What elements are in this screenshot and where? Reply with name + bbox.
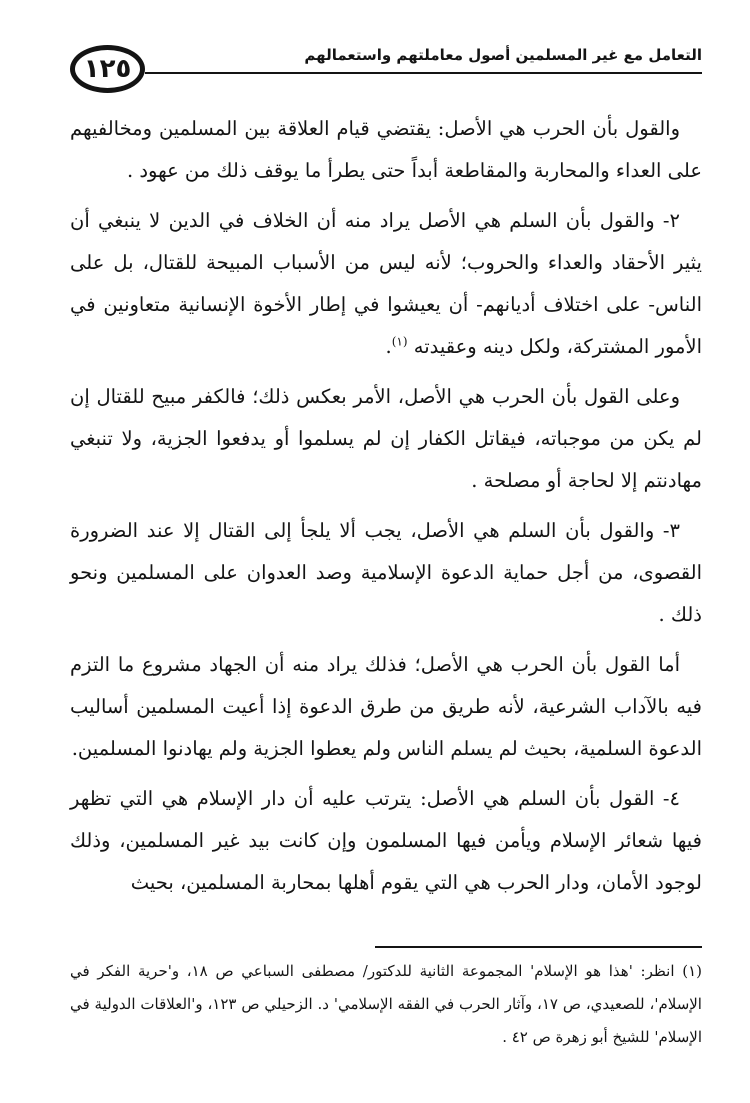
running-title: التعامل مع غير المسلمين أصول معاملتهم واستعمالهم [304,46,702,64]
body-text [70,108,702,912]
header-rule [145,72,702,74]
footnote-1: (١) انظر: 'هذا هو الإسلام' المجموعة الثانية للدكتور/ مصطفى السباعي ص ١٨، و'حرية الفكر في الإسلام'، للصعيدي، ص ١٧، وآثار الحرب في الفقه الإسلامي' د. الزحيلي ص ١٢٣، و'العلاقات الدولية في الإسلام' للشيخ أبو زهرة ص ٤٢ . [70,962,702,1046]
paragraph-2 [70,200,702,368]
paragraph-2-text: ٢- والقول بأن السلم هي الأصل يراد منه أن الخلاف في الدين لا ينبغي أن يثير الأحقاد والعداء والحروب؛ لأنه ليس من الأسباب المبيحة للقتال، بل على الناس- على اختلاف أديانهم- أن يعيشوا في إطار الأخوة الإنسانية متعاونين في الأمور المشتركة، ولكل دينه وعقيدته [70,209,702,358]
footnote-reference: (١) [391,334,408,349]
page-number: ١٢٥ [70,45,145,93]
paragraph-2-end: . [385,335,392,358]
paragraph-1: والقول بأن الحرب هي الأصل: يقتضي قيام العلاقة بين المسلمين ومخالفيهم على العداء والمحاربة والمقاطعة أبداً حتى يطرأ ما يوقف ذلك من عهود . [70,117,702,182]
paragraph-5: أما القول بأن الحرب هي الأصل؛ فذلك يراد منه أن الجهاد مشروع ما التزم فيه بالآداب الشرعية، لأنه طريق من طرق الدعوة إذا أعيت المسلمين أساليب الدعوة السلمية، بحيث لم يسلم الناس ولم يعطوا الجزية ولم يهادنوا المسلمين. [70,653,702,760]
paragraph-3: وعلى القول بأن الحرب هي الأصل، الأمر بعكس ذلك؛ فالكفر مبيح للقتال إن لم يكن من موجباته، فيقاتل الكفار إن لم يسلموا أو يدفعوا الجزية، ولا تنبغي مهادنتم إلا لحاجة أو مصلحة . [70,385,702,492]
footnotes [70,955,702,1054]
footnote-rule [375,946,702,948]
paragraph-6: ٤- القول بأن السلم هي الأصل: يترتب عليه أن دار الإسلام هي التي تظهر فيها شعائر الإسلام ويأمن فيها المسلمون وإن كانت بيد غير المسلمين، وذلك لوجود الأمان، ودار الحرب هي التي يقوم أهلها بمحاربة المسلمين، بحيث [70,787,702,894]
paragraph-4: ٣- والقول بأن السلم هي الأصل، يجب ألا يلجأ إلى القتال إلا عند الضرورة القصوى، من أجل حماية الدعوة الإسلامية وصد العدوان على المسلمين ونحو ذلك . [70,519,702,626]
